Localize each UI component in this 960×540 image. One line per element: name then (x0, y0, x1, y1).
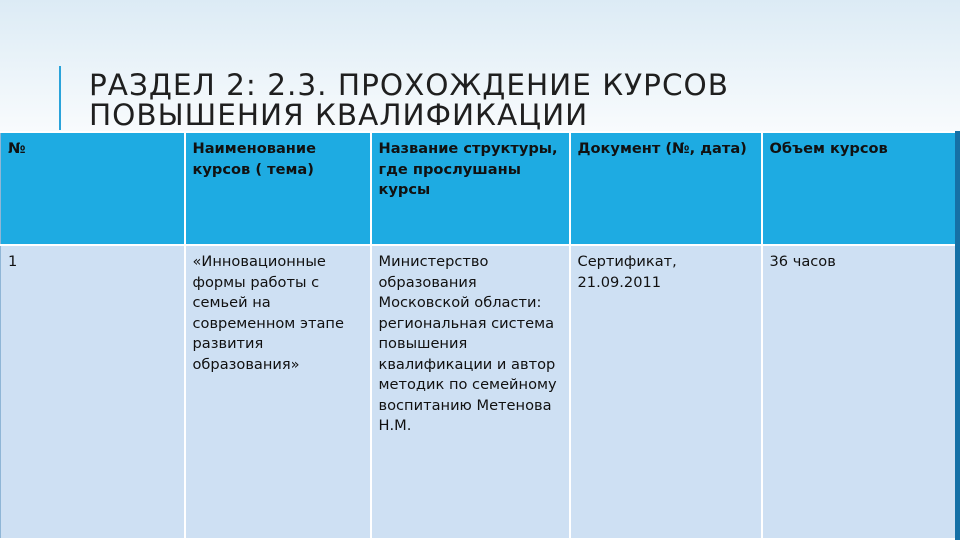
cell-structure: Министерство образования Московской области: региональная система повышения квалификации и автор методик по семейному воспитанию Метенова Н.М. (371, 245, 570, 539)
cell-number: 1 (1, 245, 185, 539)
table-row (1, 245, 956, 539)
header-document: Документ (№, дата) (570, 132, 762, 245)
header-number: № (1, 132, 185, 245)
header-structure: Название структуры, где прослушаны курсы (371, 132, 570, 245)
cell-volume: 36 часов (762, 245, 956, 539)
cell-course-name: «Инновационные формы работы с семьей на современном этапе развития образования» (185, 245, 371, 539)
courses-table (0, 131, 957, 540)
cell-document: Сертификат, 21.09.2011 (570, 245, 762, 539)
table-right-edge (955, 131, 960, 540)
title-accent-bar (59, 66, 61, 130)
header-volume: Объем курсов (762, 132, 956, 245)
table-header-row (1, 132, 956, 245)
header-course-name: Наименование курсов ( тема) (185, 132, 371, 245)
slide-title: РАЗДЕЛ 2: 2.3. ПРОХОЖДЕНИЕ КУРСОВ ПОВЫШЕНИЯ КВАЛИФИКАЦИИ (89, 68, 729, 132)
